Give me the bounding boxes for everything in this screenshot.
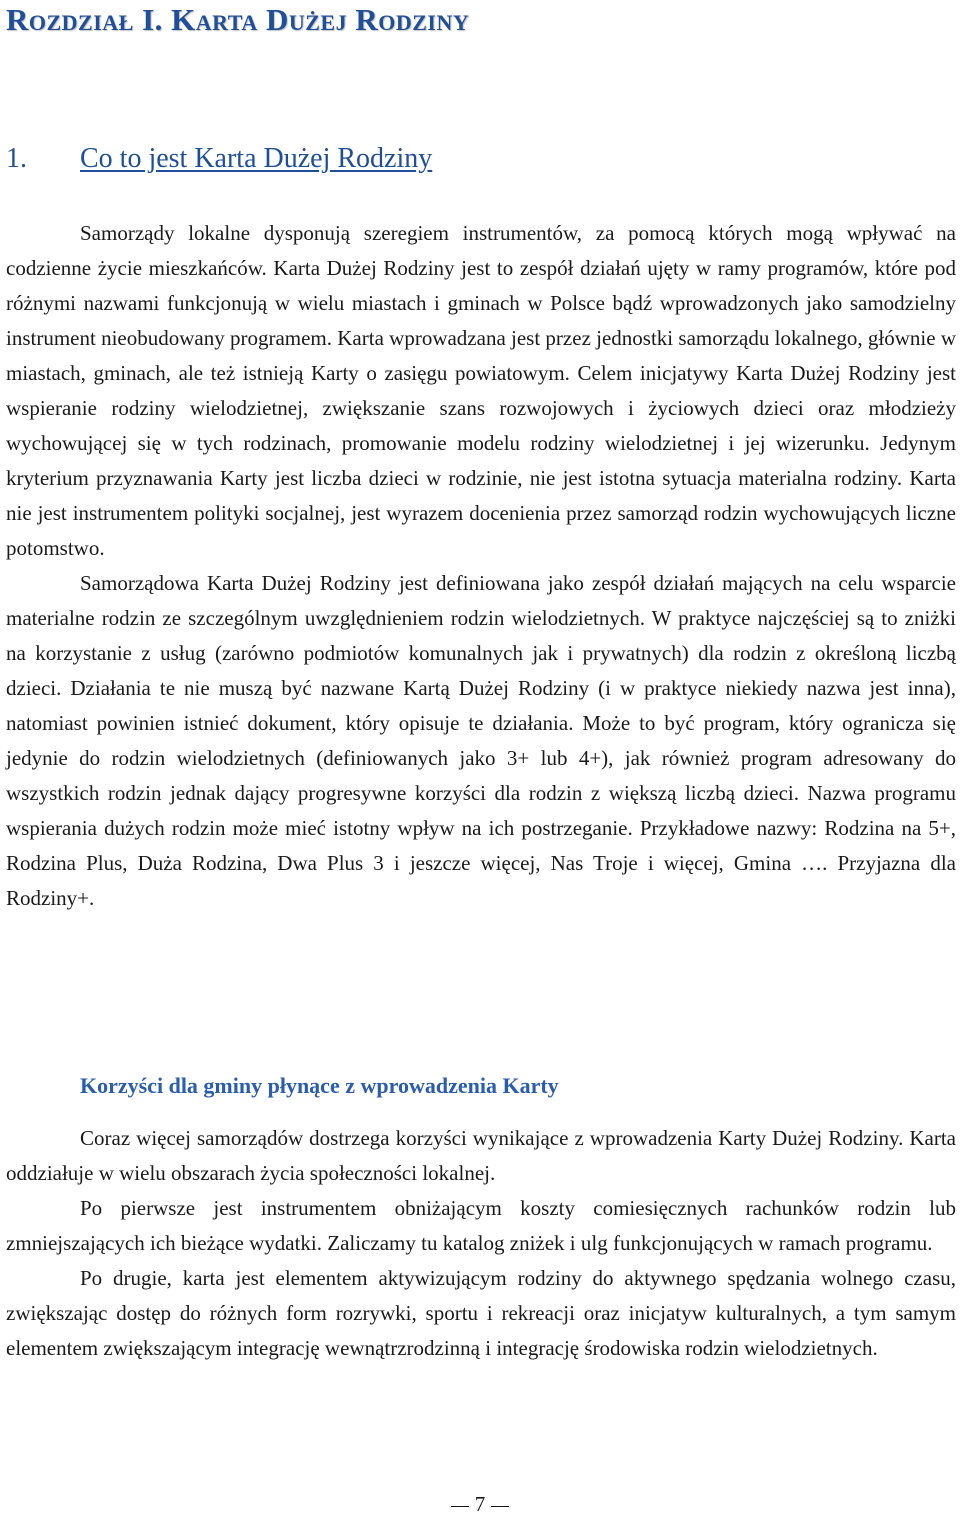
footer-dash-left [451,1506,469,1507]
intro-text [6,216,956,916]
paragraph: Po drugie, karta jest elementem aktywizującym rodziny do aktywnego spędzania wolnego czasu, zwiększając dostęp do różnych form rozrywki, sportu i rekreacji oraz inicjatyw kulturalnych, a tym samym elementem zwiększającym integrację wewnątrzrodzinną i integrację środowiska rodzin wielodzietnych. [6,1266,956,1360]
subsection-heading: Korzyści dla gminy płynące z wprowadzenia Karty [80,1073,559,1098]
section-number: 1. [6,143,27,174]
subsection-text [6,1121,956,1366]
section-title: Co to jest Karta Dużej Rodziny [80,143,433,174]
paragraph: Po pierwsze jest instrumentem obniżającym koszty comiesięcznych rachunków rodzin lub zmniejszających ich bieżące wydatki. Zaliczamy tu katalog zniżek i ulg funkcjonujących w ramach programu. [6,1196,956,1255]
section-heading [6,143,432,175]
footer-dash-right [491,1506,509,1507]
chapter-title: Rozdział I. Karta Dużej Rodziny [6,2,470,37]
page-footer [0,1492,960,1517]
paragraph: Samorządy lokalne dysponują szeregiem instrumentów, za pomocą których mogą wpływać na codzienne życie mieszkańców. Karta Dużej Rodziny jest to zespół działań ujęty w ramy programów, które pod różnymi nazwami funkcjonują w wielu miastach i gminach w Polsce bądź wprowadzonych jako samodzielny instrument nieobudowany programem. Karta wprowadzana jest przez jednostki samorządu lokalnego, głównie w miastach, gminach, ale też istnieją Karty o zasięgu powiatowym. Celem inicjatywy Karta Dużej Rodziny jest wspieranie rodziny wielodzietnej, zwiększanie szans rozwojowych i życiowych dzieci oraz młodzieży wychowującej się w tych rodzinach, promowanie modelu rodziny wielodzietnej i jej wizerunku. Jedynym kryterium przyznawania Karty jest liczba dzieci w rodzinie, nie jest istotna sytuacja materialna rodziny. Karta nie jest instrumentem polityki socjalnej, jest wyrazem docenienia przez samorząd rodzin wychowujących liczne potomstwo. [6,221,956,560]
paragraph: Samorządowa Karta Dużej Rodziny jest definiowana jako zespół działań mających na celu wsparcie materialne rodzin ze szczególnym uwzględnieniem rodzin wielodzietnych. W praktyce najczęściej są to zniżki na korzystanie z usług (zarówno podmiotów komunalnych jak i prywatnych) dla rodzin z określoną liczbą dzieci. Działania te nie muszą być nazwane Kartą Dużej Rodziny (i w praktyce niekiedy nazwa jest inna), natomiast powinien istnieć dokument, który opisuje te działania. Może to być program, który ogranicza się jedynie do rodzin wielodzietnych (definiowanych jako 3+ lub 4+), jak również program adresowany do wszystkich rodzin jednak dający progresywne korzyści dla rodzin z większą liczbą dzieci. Nazwa programu wspierania dużych rodzin może mieć istotny wpływ na ich postrzeganie. Przykładowe nazwy: Rodzina na 5+, Rodzina Plus, Duża Rodzina, Dwa Plus 3 i jeszcze więcej, Nas Troje i więcej, Gmina …. Przyjazna dla Rodziny+. [6,571,956,910]
paragraph: Coraz więcej samorządów dostrzega korzyści wynikające z wprowadzenia Karty Dużej Rodziny. Karta oddziałuje w wielu obszarach życia społeczności lokalnej. [6,1126,956,1185]
page-number: 7 [474,1492,486,1516]
